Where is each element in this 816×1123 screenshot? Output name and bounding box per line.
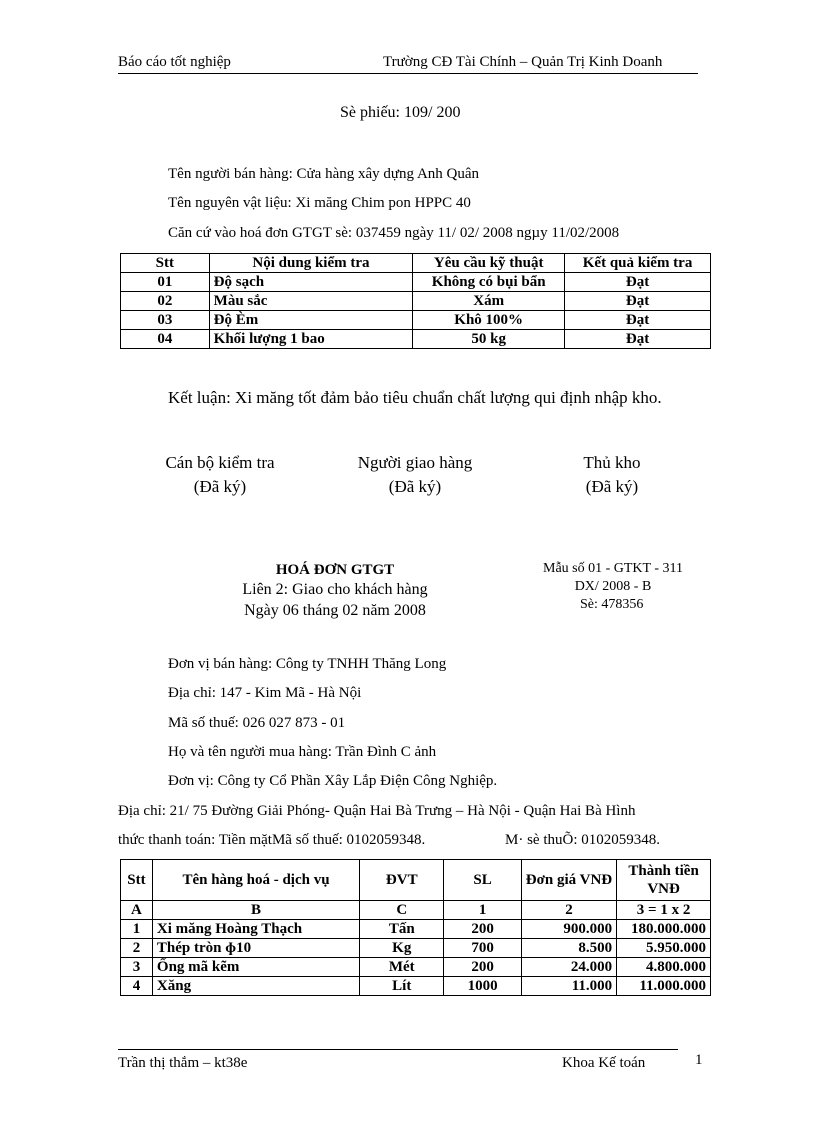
cell: Mét xyxy=(360,958,444,977)
cell: Thép tròn ɸ10 xyxy=(152,939,359,958)
cell: Xi măng Hoàng Thạch xyxy=(152,920,359,939)
cell: 2 xyxy=(121,939,153,958)
cell: C xyxy=(360,901,444,920)
col-header: Đơn giá VNĐ xyxy=(521,860,616,901)
code-row xyxy=(121,901,711,920)
invoice-form-no: Mẫu số 01 - GTKT - 311 xyxy=(543,561,683,576)
cell: 900.000 xyxy=(521,920,616,939)
cell: Kg xyxy=(360,939,444,958)
cell: 1 xyxy=(444,901,521,920)
buyer-tax-code: M· sè thuÕ: 0102059348. xyxy=(505,832,660,848)
col-header: Thành tiền VNĐ xyxy=(617,860,711,901)
cell: 4 xyxy=(121,977,153,996)
cell: 03 xyxy=(121,311,210,330)
buyer-unit: Đơn vị: Công ty Cổ Phần Xây Lắp Điện Công Nghiệp. xyxy=(168,773,498,789)
cell: 02 xyxy=(121,292,210,311)
table-row xyxy=(121,958,711,977)
invoice-header-row xyxy=(121,860,711,901)
cell: 3 = 1 x 2 xyxy=(617,901,711,920)
material-line: Tên nguyên vật liệu: Xi măng Chim pon HPPC 40 xyxy=(168,195,471,211)
cell: Độ Èm xyxy=(209,311,413,330)
buyer-name: Họ và tên người mua hàng: Trần Đình C ảnh xyxy=(168,744,437,760)
conclusion: Kết luận: Xi măng tốt đảm bảo tiêu chuẩn chất lượng qui định nhập kho. xyxy=(168,388,662,407)
cell: Lít xyxy=(360,977,444,996)
invoice-copy: Liên 2: Giao cho khách hàng xyxy=(242,581,428,598)
col-header: SL xyxy=(444,860,521,901)
cell: Ống mã kẽm xyxy=(152,958,359,977)
cell: Không có bụi bẩn xyxy=(413,273,565,292)
table-row xyxy=(121,273,711,292)
cell: Đạt xyxy=(565,330,711,349)
signature-title: Người giao hàng xyxy=(357,453,473,472)
table-row xyxy=(121,920,711,939)
cell: 50 kg xyxy=(413,330,565,349)
signature-title: Cán bộ kiểm tra xyxy=(165,453,275,472)
col-header: ĐVT xyxy=(360,860,444,901)
col-header: Stt xyxy=(121,860,153,901)
invoice-table xyxy=(120,859,711,996)
cell: 2 xyxy=(521,901,616,920)
invoice-title: HOÁ ĐƠN GTGT xyxy=(275,562,395,578)
cell: 24.000 xyxy=(521,958,616,977)
signature-title: Thủ kho xyxy=(583,453,641,472)
signature-status: (Đã ký) xyxy=(388,477,442,496)
cell: Màu sắc xyxy=(209,292,413,311)
seller-line: Tên người bán hàng: Cửa hàng xây dựng Anh Quân xyxy=(168,166,480,182)
cell: 180.000.000 xyxy=(617,920,711,939)
cell: Xám xyxy=(413,292,565,311)
cell: 1000 xyxy=(444,977,521,996)
invoice-date: Ngày 06 tháng 02 năm 2008 xyxy=(244,602,426,619)
cell: 5.950.000 xyxy=(617,939,711,958)
cell: B xyxy=(152,901,359,920)
cell: Khô 100% xyxy=(413,311,565,330)
col-header: Stt xyxy=(121,254,210,273)
table-row xyxy=(121,977,711,996)
cell: 4.800.000 xyxy=(617,958,711,977)
cell: Đạt xyxy=(565,273,711,292)
inspection-table xyxy=(120,253,711,349)
basis-line: Căn cứ vào hoá đơn GTGT sè: 037459 ngày 11/ 02/ 2008 ngµy 11/02/2008 xyxy=(168,225,620,241)
col-header: Yêu cầu kỹ thuật xyxy=(413,254,565,273)
cell: 200 xyxy=(444,920,521,939)
cell: Khối lượng 1 bao xyxy=(209,330,413,349)
col-header: Kết quả kiểm tra xyxy=(565,254,711,273)
footer-left: Trần thị thắm – kt38e xyxy=(118,1055,248,1071)
col-header: Nội dung kiểm tra xyxy=(209,254,413,273)
table-row xyxy=(121,939,711,958)
invoice-series: DX/ 2008 - B xyxy=(574,579,652,594)
slip-number: Sè phiếu: 109/ 200 xyxy=(340,104,461,121)
invoice-number: Sè: 478356 xyxy=(580,597,644,612)
cell: Đạt xyxy=(565,311,711,330)
footer-rule xyxy=(118,1049,678,1050)
cell: 1 xyxy=(121,920,153,939)
header-left: Báo cáo tốt nghiệp xyxy=(118,54,231,70)
page-number: 1 xyxy=(695,1052,703,1068)
cell: 11.000 xyxy=(521,977,616,996)
cell: 3 xyxy=(121,958,153,977)
payment-line: thức thanh toán: Tiền mặtMã số thuế: 0102059348. xyxy=(118,832,426,848)
seller-address: Địa chỉ: 147 - Kim Mã - Hà Nội xyxy=(168,685,362,701)
cell: 11.000.000 xyxy=(617,977,711,996)
cell: A xyxy=(121,901,153,920)
cell: 8.500 xyxy=(521,939,616,958)
col-header: Tên hàng hoá - dịch vụ xyxy=(152,860,359,901)
table-row xyxy=(121,311,711,330)
cell: 04 xyxy=(121,330,210,349)
cell: 01 xyxy=(121,273,210,292)
seller-unit: Đơn vị bán hàng: Công ty TNHH Thăng Long xyxy=(168,656,447,672)
cell: Độ sạch xyxy=(209,273,413,292)
cell: 700 xyxy=(444,939,521,958)
footer-right: Khoa Kế toán xyxy=(562,1055,646,1071)
table-row xyxy=(121,330,711,349)
header-right: Trường CĐ Tài Chính – Quản Trị Kinh Doanh xyxy=(383,54,663,70)
seller-tax-code: Mã số thuế: 026 027 873 - 01 xyxy=(168,715,346,731)
signature-status: (Đã ký) xyxy=(585,477,639,496)
buyer-address: Địa chỉ: 21/ 75 Đường Giải Phóng- Quận Hai Bà Trưng – Hà Nội - Quận Hai Bà Hình xyxy=(118,803,636,819)
signature-status: (Đã ký) xyxy=(193,477,247,496)
header-rule xyxy=(118,73,698,74)
cell: 200 xyxy=(444,958,521,977)
cell: Xăng xyxy=(152,977,359,996)
inspection-header-row xyxy=(121,254,711,273)
cell: Đạt xyxy=(565,292,711,311)
cell: Tấn xyxy=(360,920,444,939)
table-row xyxy=(121,292,711,311)
